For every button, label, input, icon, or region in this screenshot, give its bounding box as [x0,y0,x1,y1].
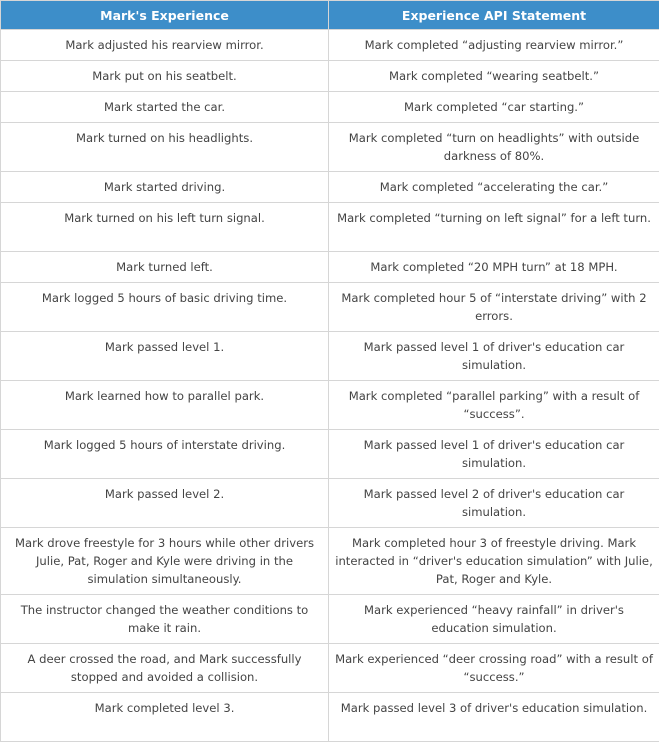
statement-cell: Mark completed “adjusting rearview mirror.” [329,30,659,61]
table-row [1,252,659,283]
table-row [1,332,659,381]
table-row [1,203,659,252]
table-row [1,528,659,595]
statement-cell: Mark experienced “heavy rainfall” in driver's education simulation. [329,595,659,644]
statement-cell: Mark passed level 1 of driver's education car simulation. [329,430,659,479]
statement-cell: Mark completed hour 3 of freestyle driving. Mark interacted in “driver's education simulation” with Julie, Pat, Roger and Kyle. [329,528,659,595]
table-row [1,693,659,742]
experience-cell: Mark turned left. [1,252,329,283]
statement-cell: Mark completed “20 MPH turn” at 18 MPH. [329,252,659,283]
table-row [1,172,659,203]
table-row [1,30,659,61]
experience-cell: Mark turned on his left turn signal. [1,203,329,252]
statement-cell: Mark passed level 1 of driver's education car simulation. [329,332,659,381]
statement-cell: Mark completed hour 5 of “interstate driving” with 2 errors. [329,283,659,332]
statement-cell: Mark experienced “deer crossing road” with a result of “success.” [329,644,659,693]
statement-cell: Mark completed “car starting.” [329,92,659,123]
experience-cell: The instructor changed the weather conditions to make it rain. [1,595,329,644]
experience-cell: Mark drove freestyle for 3 hours while other drivers Julie, Pat, Roger and Kyle were driving in the simulation simultaneously. [1,528,329,595]
header-row [1,1,659,30]
statement-cell: Mark completed “turning on left signal” for a left turn. [329,203,659,252]
table-row [1,430,659,479]
table-row [1,283,659,332]
table-row [1,61,659,92]
statement-cell: Mark completed “wearing seatbelt.” [329,61,659,92]
statement-cell: Mark completed “turn on headlights” with outside darkness of 80%. [329,123,659,172]
statement-cell: Mark completed “parallel parking” with a result of “success”. [329,381,659,430]
table-row [1,595,659,644]
table-row [1,381,659,430]
table-row [1,644,659,693]
experience-cell: Mark adjusted his rearview mirror. [1,30,329,61]
table-row [1,479,659,528]
experience-cell: A deer crossed the road, and Mark successfully stopped and avoided a collision. [1,644,329,693]
experience-cell: Mark put on his seatbelt. [1,61,329,92]
experience-cell: Mark started the car. [1,92,329,123]
statement-cell: Mark completed “accelerating the car.” [329,172,659,203]
statement-cell: Mark passed level 2 of driver's education car simulation. [329,479,659,528]
table-body [1,30,659,742]
experience-cell: Mark passed level 1. [1,332,329,381]
experience-cell: Mark started driving. [1,172,329,203]
experience-cell: Mark logged 5 hours of interstate driving. [1,430,329,479]
statement-cell: Mark passed level 3 of driver's education simulation. [329,693,659,742]
table-row [1,123,659,172]
table-header [1,1,659,30]
experience-cell: Mark learned how to parallel park. [1,381,329,430]
header-experience-api-statement: Experience API Statement [329,1,659,30]
experience-cell: Mark passed level 2. [1,479,329,528]
experience-cell: Mark logged 5 hours of basic driving time. [1,283,329,332]
table-row [1,92,659,123]
experience-cell: Mark completed level 3. [1,693,329,742]
experience-cell: Mark turned on his headlights. [1,123,329,172]
header-marks-experience: Mark's Experience [1,1,329,30]
